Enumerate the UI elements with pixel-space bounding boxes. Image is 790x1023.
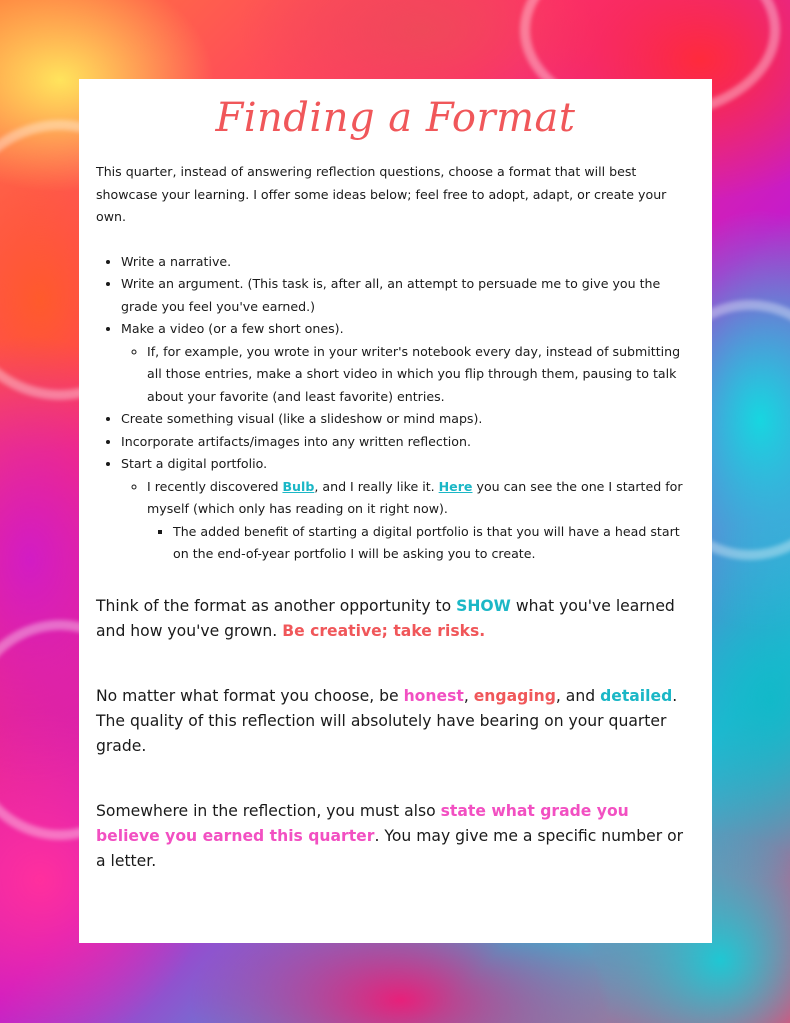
here-link[interactable]: Here: [438, 478, 473, 494]
format-ideas-list: [96, 251, 695, 566]
grade-paragraph: Somewhere in the reflection, you must also state what grade you believe you earned this quarter. You may give me a specific number or a letter.: [96, 801, 684, 870]
list-item: • Incorporate artifacts/images into any written reflection.: [121, 431, 695, 454]
content-card: [79, 79, 712, 943]
list-item: • Create something visual (like a slideshow or mind maps).: [121, 408, 695, 431]
sub-sub-list: [147, 521, 695, 566]
list-item: • Make a video (or a few short ones). ◦ If, for example, you wrote in your writer's notebook every day, instead of submitting all those entries, make a short video in which you flip through them, pausing to talk about your favorite (and least favorite) entries.: [121, 318, 695, 408]
grade-highlight: state what grade you believe you earned this quarter: [96, 801, 629, 845]
intro-paragraph: This quarter, instead of answering reflection questions, choose a format that will best showcase your learning. I offer some ideas below; feel free to adopt, adapt, or create your own.: [96, 164, 667, 224]
list-item: • Start a digital portfolio. ◦ I recently discovered Bulb, and I really like it. Here you can see the one I started for myself (which only has reading on it right now). ▪ The added benefit of starting a digital portfolio is that you will have a head start on the end-of-year portfolio I will be asking you to create.: [121, 453, 695, 566]
show-highlight: SHOW: [456, 596, 511, 615]
bulb-link[interactable]: Bulb: [282, 478, 315, 494]
honest-highlight: honest: [403, 686, 464, 705]
list-item: • Write an argument. (This task is, after all, an attempt to persuade me to give you the grade you feel you've earned.): [121, 273, 695, 318]
sub-sub-list-item: ▪ The added benefit of starting a digital portfolio is that you will have a head start on the end-of-year portfolio I will be asking you to create.: [173, 521, 695, 566]
sub-list: [121, 476, 695, 566]
detailed-highlight: detailed: [600, 686, 673, 705]
page-title: Finding a Format: [215, 95, 576, 141]
sub-list-item: ◦ I recently discovered Bulb, and I really like it. Here you can see the one I started for myself (which only has reading on it right now). ▪ The added benefit of starting a digital portfolio is that you will have a head start on the end-of-year portfolio I will be asking you to create.: [147, 476, 695, 566]
show-paragraph: Think of the format as another opportunity to SHOW what you've learned and how you've grown. Be creative; take risks.: [96, 596, 675, 640]
list-item: • Write a narrative.: [121, 251, 695, 274]
sub-list-item: ◦ If, for example, you wrote in your writer's notebook every day, instead of submitting all those entries, make a short video in which you flip through them, pausing to talk about your favorite (and least favorite) entries.: [147, 341, 695, 409]
creative-highlight: Be creative; take risks.: [282, 621, 486, 640]
sub-list: [121, 341, 695, 409]
engaging-highlight: engaging: [473, 686, 556, 705]
quality-paragraph: No matter what format you choose, be honest, engaging, and detailed. The quality of this reflection will absolutely have bearing on your quarter grade.: [96, 686, 678, 755]
